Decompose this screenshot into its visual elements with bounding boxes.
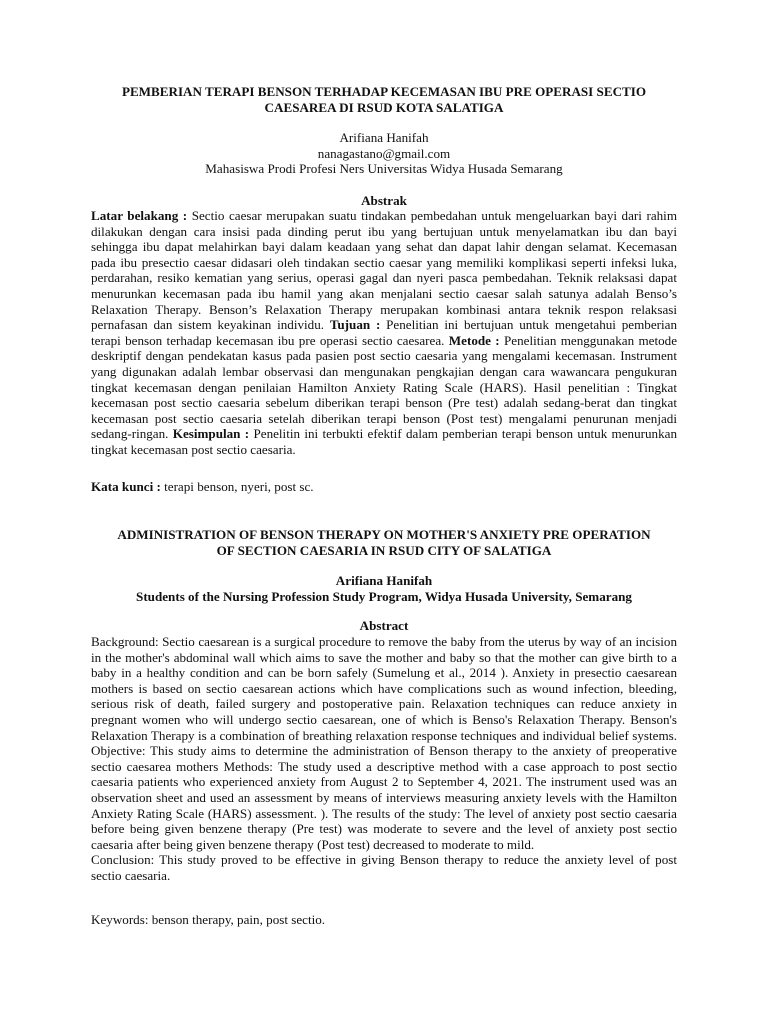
abstrak-body	[91, 208, 677, 458]
aim-label: Tujuan :	[329, 317, 381, 333]
kata-kunci	[91, 479, 677, 495]
author-affiliation: Mahasiswa Prodi Profesi Ners Universitas Widya Husada Semarang	[205, 161, 563, 177]
indonesian-author-block	[91, 130, 677, 177]
indonesian-title	[91, 84, 677, 115]
abstract-paragraph: Background: Sectio caesarean is a surgical procedure to remove the baby from the uterus by way of an incision in the mother's abdominal wall which aims to save the mother and baby so that the mother can give birth to a baby in a healthy condition and can be born safely (Sumelung et al., 2014 ). Anxiety in presectio caesarean mothers is based on sectio caesarean actions which have complications such as wound infection, bleeding, serious risk of death, failed surgery and postoperative pain. Relaxation techniques can reduce anxiety in pregnant women who will undergo sectio caesarean, one of which is Benso's Relaxation Therapy. Benson's Relaxation Therapy is a combination of breathing relaxation response techniques and individual belief systems. Objective: This study aims to determine the administration of Benson therapy to the anxiety of preoperative sectio caesarea mothers Methods: The study used a descriptive method with a case approach to post sectio caesaria patients who experienced anxiety from August 2 to September 4, 2021. The instrument used was an observation sheet and used an assessment by means of interviews measuring anxiety levels with the Hamilton Anxiety Rating Scale (HARS) assessment. ). The results of the study: The level of anxiety post sectio caesaria before being given benzene therapy (Pre test) was moderate to severe and the level of anxiety post sectio caesaria after being given benzene therapy (Post test) decreased to moderate to mild.	[91, 634, 677, 852]
english-author-affiliation: Students of the Nursing Profession Study Program, Widya Husada University, Semarang	[136, 588, 632, 604]
method-label: Metode :	[448, 332, 500, 348]
background-text: Sectio caesar merupakan suatu tindakan pembedahan untuk mengeluarkan bayi dari rahim dilakukan dengan cara insisi pada dinding perut ibu yang bertujuan untuk menyelamatkan ibu dan bayi sehingga ibu dapat melahirkan bayi dalam keadaan yang sehat dan dapat lahir dengan selamat. Kecemasan pada ibu presectio caesar didasari oleh tindakan sectio caesar yang memiliki komplikasi seperti infeksi luka, perdarahan, resiko kematian yang serius, operasi gagal dan nyeri pasca pembedahan. Teknik relaksasi dapat menurunkan kecemasan pada ibu hamil yang akan menjalani sectio caesar salah satunya adalah Benso’s Relaxation Therapy. Benson’s Relaxation Therapy merupakan kombinasi antara teknik respon relaksasi pernafasan dan sistem keyakinan individu.	[91, 208, 677, 333]
indonesian-title-line2: CAESAREA DI RSUD KOTA SALATIGA	[264, 99, 504, 115]
abstrak-paragraph	[91, 208, 677, 458]
author-email: nanagastano@gmail.com	[317, 145, 451, 161]
abstract-heading: Abstract	[359, 618, 409, 633]
english-title	[91, 527, 677, 558]
abstrak-heading: Abstrak	[361, 193, 407, 208]
conclusion-label: Kesimpulan :	[172, 426, 250, 442]
english-author-name: Arifiana Hanifah	[335, 573, 433, 588]
english-keywords: Keywords: benson therapy, pain, post sectio.	[91, 912, 326, 927]
author-name: Arifiana Hanifah	[339, 130, 429, 145]
aim-text: Penelitian ini bertujuan untuk mengetahui pemberian terapi benson terhadap kecemasan ibu pre operasi sectio caesarea.	[91, 317, 677, 348]
method-text: Penelitian menggunakan metode deskriptif dengan pendekatan kasus pada pasien post sectio caesaria yang mengalami kecemasan. Instrument yang digunakan adalah lembar observasi dan mengunakan pengkajian dengan cara wawancara pengukuran tingkat kecemasan dengan penilaian Hamilton Anxiety Rating Scale (HARS). Hasil penelitian : Tingkat kecemasan post sectio caesaria sebelum diberikan terapi benson (Pre test) adalah sedang-berat dan tingkat kecemasan post sectio caesaria setelah diberikan terapi benson (Post test) mengalami penurunan menjadi sedang-ringan.	[91, 332, 678, 442]
keywords-label: Kata kunci :	[91, 479, 161, 494]
conclusion-text: Penelitin ini terbukti efektif dalam pemberian terapi benson untuk menurunkan tingkat kecemasan post sectio caesaria.	[91, 426, 678, 457]
indonesian-title-line1: PEMBERIAN TERAPI BENSON TERHADAP KECEMASAN IBU PRE OPERASI SECTIO	[121, 84, 647, 99]
background-label: Latar belakang :	[91, 208, 188, 223]
keywords-text: terapi benson, nyeri, post sc.	[164, 479, 314, 494]
english-title-line1: ADMINISTRATION OF BENSON THERAPY ON MOTHER'S ANXIETY PRE OPERATION	[117, 527, 651, 542]
english-title-line2: OF SECTION CAESARIA IN RSUD CITY OF SALATIGA	[216, 542, 552, 558]
english-author-block	[91, 573, 677, 604]
abstract-conclusion: Conclusion: This study proved to be effective in giving Benson therapy to reduce the anxiety level of post sectio caesaria.	[91, 852, 677, 883]
abstract-body	[91, 634, 677, 884]
